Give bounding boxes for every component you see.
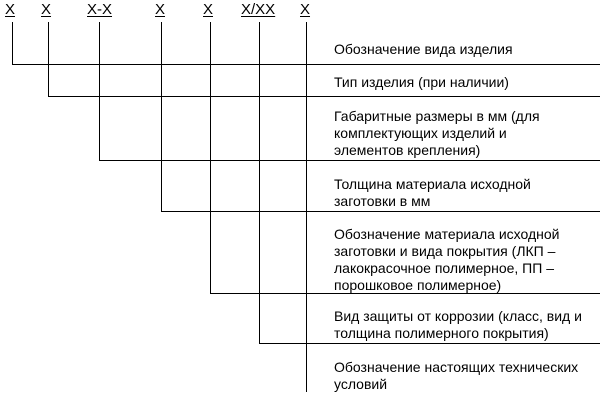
code-position-1: X	[5, 1, 16, 18]
code-position-7: X	[300, 1, 311, 18]
description-technical-conditions: Обозначение настоящих технических условий	[334, 359, 579, 392]
description-material-thickness: Толщина материала исходной заготовки в мм	[334, 176, 531, 209]
code-position-3: X-X	[87, 1, 113, 18]
description-product-kind: Обозначение вида изделия	[334, 41, 513, 57]
description-corrosion-protection: Вид защиты от коррозии (класс, вид и толщина полимерного покрытия)	[334, 308, 582, 341]
code-position-5: X	[203, 1, 214, 18]
description-overall-dimensions: Габаритные размеры в мм (для комплектующих изделий и элементов крепления)	[334, 108, 540, 158]
description-product-type: Тип изделия (при наличии)	[334, 74, 509, 90]
code-position-2: X	[41, 1, 52, 18]
code-position-6: X/XX	[241, 1, 276, 18]
description-material-coating: Обозначение материала исходной заготовки и вида покрытия (ЛКП – лакокрасочное полимерное, ПП – порошковое полимерное)	[334, 226, 560, 293]
code-position-4: X	[155, 1, 166, 18]
